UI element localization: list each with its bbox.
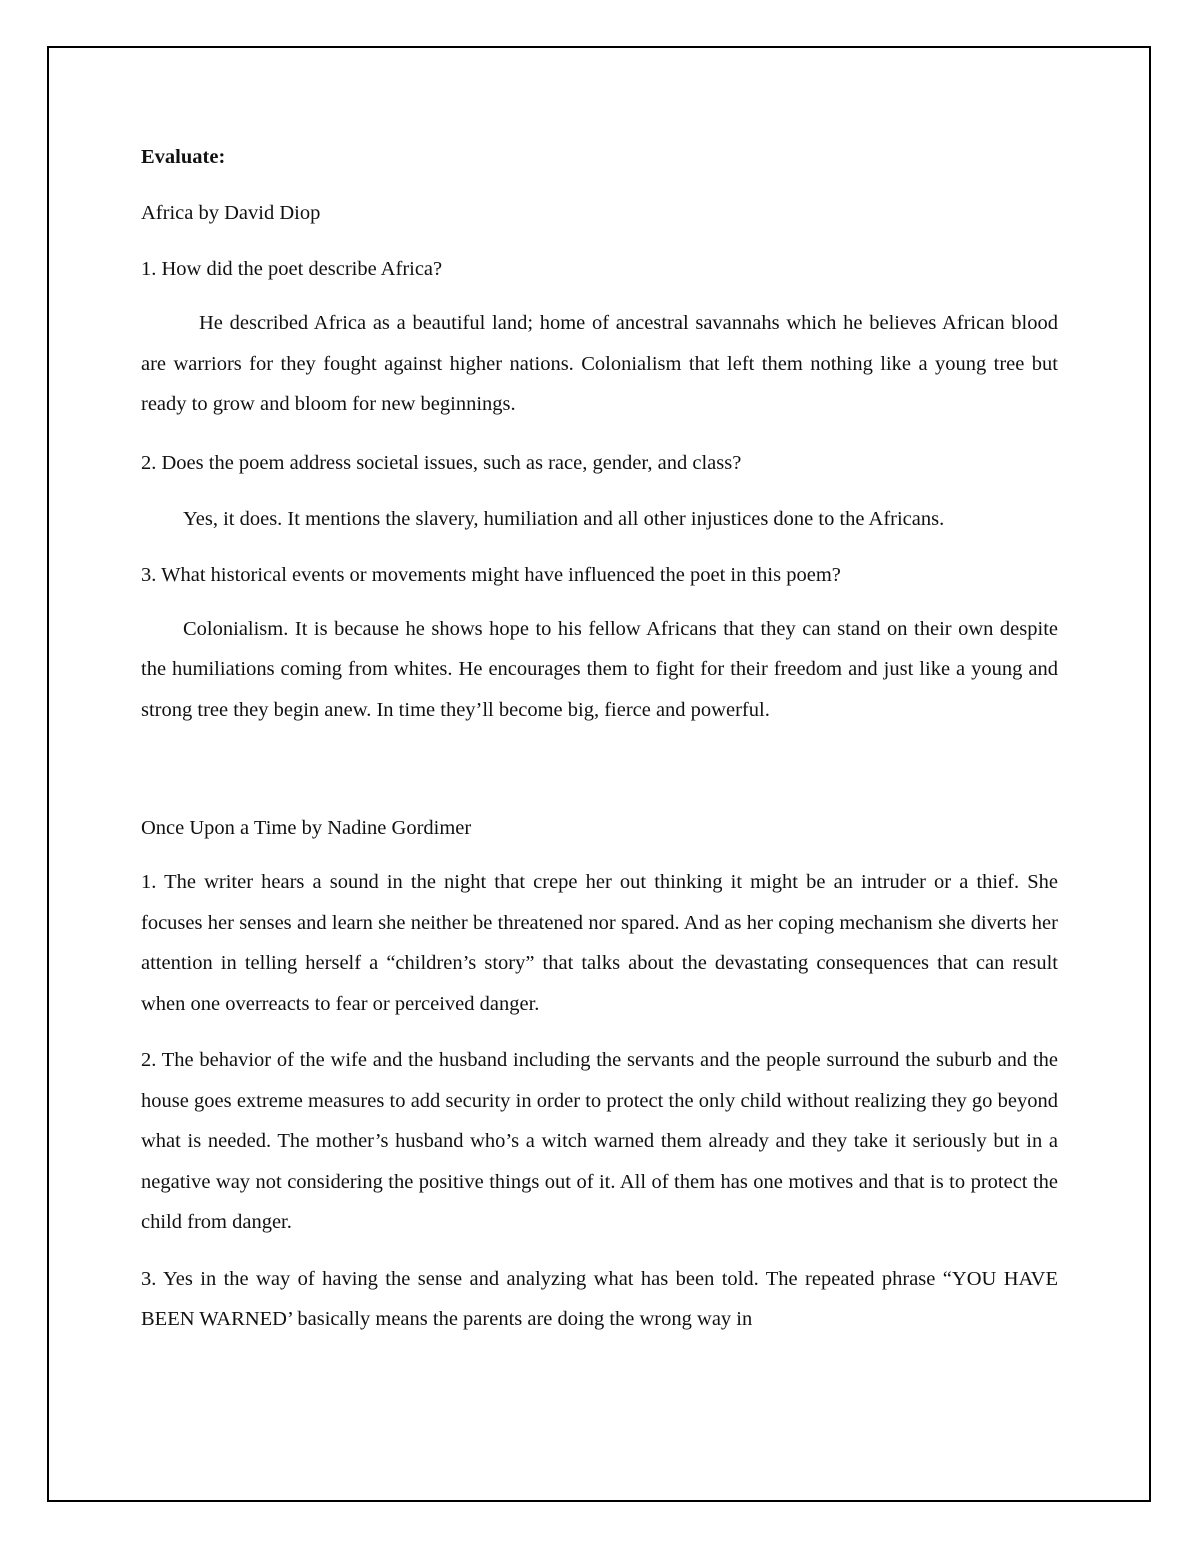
africa-title: Africa by David Diop <box>141 202 321 224</box>
africa-answer-3: Colonialism. It is because he shows hope to his fellow Africans that they can stand on their own despite the humiliations coming from whites. He encourages them to fight for their freedom and just like a young and strong tree they begin anew. In time they’ll become big, fierce and powerful. <box>141 617 1058 721</box>
africa-question-3: 3. What historical events or movements might have influenced the poet in this poem? <box>141 563 841 586</box>
africa-question-1: 1. How did the poet describe Africa? <box>141 258 443 280</box>
africa-answer-2: Yes, it does. It mentions the slavery, humiliation and all other injustices done to the Africans. <box>183 507 945 530</box>
once-upon-a-time-answer-1: 1. The writer hears a sound in the night that crepe her out thinking it might be an intruder or a thief. She focuses her senses and learn she neither be threatened nor spared. And as her coping mechanism she diverts her attention in telling herself a “children’s story” that talks about the devastating consequences that can result when one overreacts to fear or perceived danger. <box>141 871 1058 1015</box>
once-upon-a-time-answer-2: 2. The behavior of the wife and the husband including the servants and the people surround the suburb and the house goes extreme measures to add security in order to protect the only child without realizing they go beyond what is needed. The mother’s husband who’s a witch warned them already and they take it seriously but in a negative way not considering the positive things out of it. All of them has one motives and that is to protect the child from danger. <box>141 1049 1058 1233</box>
once-upon-a-time-answer-3: 3. Yes in the way of having the sense and analyzing what has been told. The repeated phrase “YOU HAVE BEEN WARNED’ basically means the parents are doing the wrong way in <box>141 1267 1058 1330</box>
section-spacer <box>141 746 1058 806</box>
evaluate-heading: Evaluate: <box>141 146 226 168</box>
once-upon-a-time-title: Once Upon a Time by Nadine Gordimer <box>141 817 472 839</box>
africa-answer-1: He described Africa as a beautiful land; home of ancestral savannahs which he believes African blood are warriors for they fought against higher nations. Colonialism that left them nothing like a young tree but ready to grow and bloom for new beginnings. <box>141 312 1058 415</box>
document-body <box>141 135 1058 1356</box>
africa-question-2: 2. Does the poem address societal issues, such as race, gender, and class? <box>141 451 742 474</box>
